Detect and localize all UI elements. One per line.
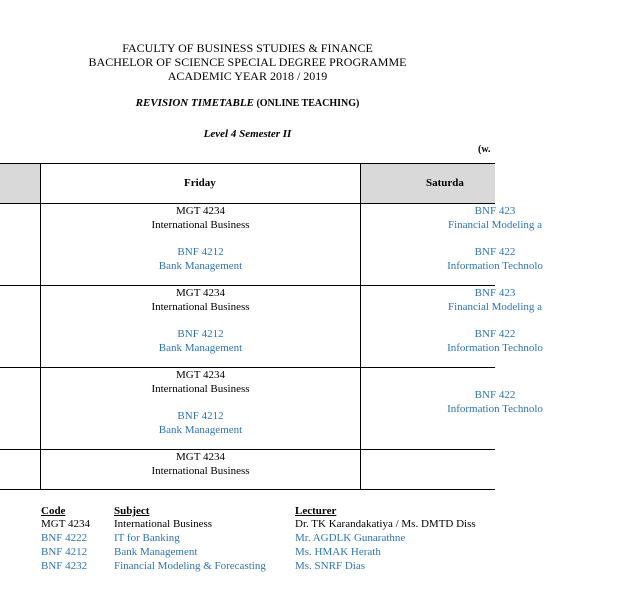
row3-saturday-cell [361, 388, 629, 416]
legend-subject: International Business [114, 518, 213, 530]
legend-code: BNF 4212 [41, 546, 88, 558]
course-code: BNF 423 [474, 287, 516, 299]
course-name: International Business [151, 301, 250, 313]
row3-friday-cell [41, 368, 360, 437]
legend-header-code: Code [41, 505, 66, 517]
legend-code: BNF 4232 [41, 560, 88, 572]
course-name: Bank Management [158, 342, 243, 354]
legend-header-lecturer: Lecturer [295, 505, 337, 517]
legend-subject: IT for Banking [114, 532, 180, 544]
level-label: Level 4 Semester II [203, 128, 292, 140]
course-name: Information Technolo [447, 342, 543, 354]
row1-friday-cell [41, 204, 360, 273]
course-legend [0, 504, 495, 584]
legend-lecturer: Mr. AGDLK Gunarathne [295, 532, 406, 544]
legend-subject: Financial Modeling & Forecasting [114, 560, 266, 572]
course-name: Bank Management [158, 260, 243, 272]
course-code: BNF 4212 [177, 246, 224, 258]
course-name: Information Technolo [447, 260, 543, 272]
course-name: International Business [151, 219, 250, 231]
legend-lecturer: Ms. HMAK Herath [295, 546, 381, 558]
legend-code: BNF 4222 [41, 532, 88, 544]
day-header-friday: Friday [184, 177, 216, 189]
day-header-saturday: Saturda [426, 177, 464, 189]
course-name: International Business [151, 383, 250, 395]
legend-code: MGT 4234 [41, 518, 90, 530]
course-name: Bank Management [158, 424, 243, 436]
row2-saturday-cell [361, 286, 629, 355]
course-name: International Business [151, 465, 250, 477]
course-name: Financial Modeling a [447, 301, 543, 313]
course-code: MGT 4234 [176, 451, 225, 463]
course-code: BNF 422 [474, 389, 516, 401]
legend-header-subject: Subject [114, 505, 150, 517]
course-name: Financial Modeling a [447, 219, 543, 231]
course-code: BNF 4212 [177, 328, 224, 340]
course-code: BNF 4212 [177, 410, 224, 422]
course-code: MGT 4234 [176, 369, 225, 381]
legend-subject: Bank Management [114, 546, 198, 558]
timetable-title [0, 97, 495, 110]
faculty-title: FACULTY OF BUSINESS STUDIES & FINANCE [122, 41, 373, 55]
course-code: MGT 4234 [176, 205, 225, 217]
course-name: Information Technolo [447, 403, 543, 415]
row2-friday-cell [41, 286, 360, 355]
academic-year: ACADEMIC YEAR 2018 / 2019 [167, 69, 328, 83]
legend-lecturer: Ms. SNRF Dias [295, 560, 365, 572]
row1-saturday-cell [361, 204, 629, 273]
course-code: BNF 423 [474, 205, 516, 217]
timetable-title-main: REVISION TIMETABLE [135, 97, 254, 109]
timetable [0, 163, 543, 490]
week-note: (w. [478, 144, 491, 155]
header-cell-blank [0, 163, 40, 203]
legend-lecturer: Dr. TK Karandakatiya / Ms. DMTD Diss [295, 518, 476, 530]
timetable-title-suffix: (ONLINE TEACHING) [253, 98, 360, 109]
course-code: MGT 4234 [176, 287, 225, 299]
course-code: BNF 422 [474, 328, 516, 340]
programme-title: BACHELOR OF SCIENCE SPECIAL DEGREE PROGRAMME [88, 55, 407, 69]
row4-friday-cell [41, 450, 360, 478]
course-code: BNF 422 [474, 246, 516, 258]
